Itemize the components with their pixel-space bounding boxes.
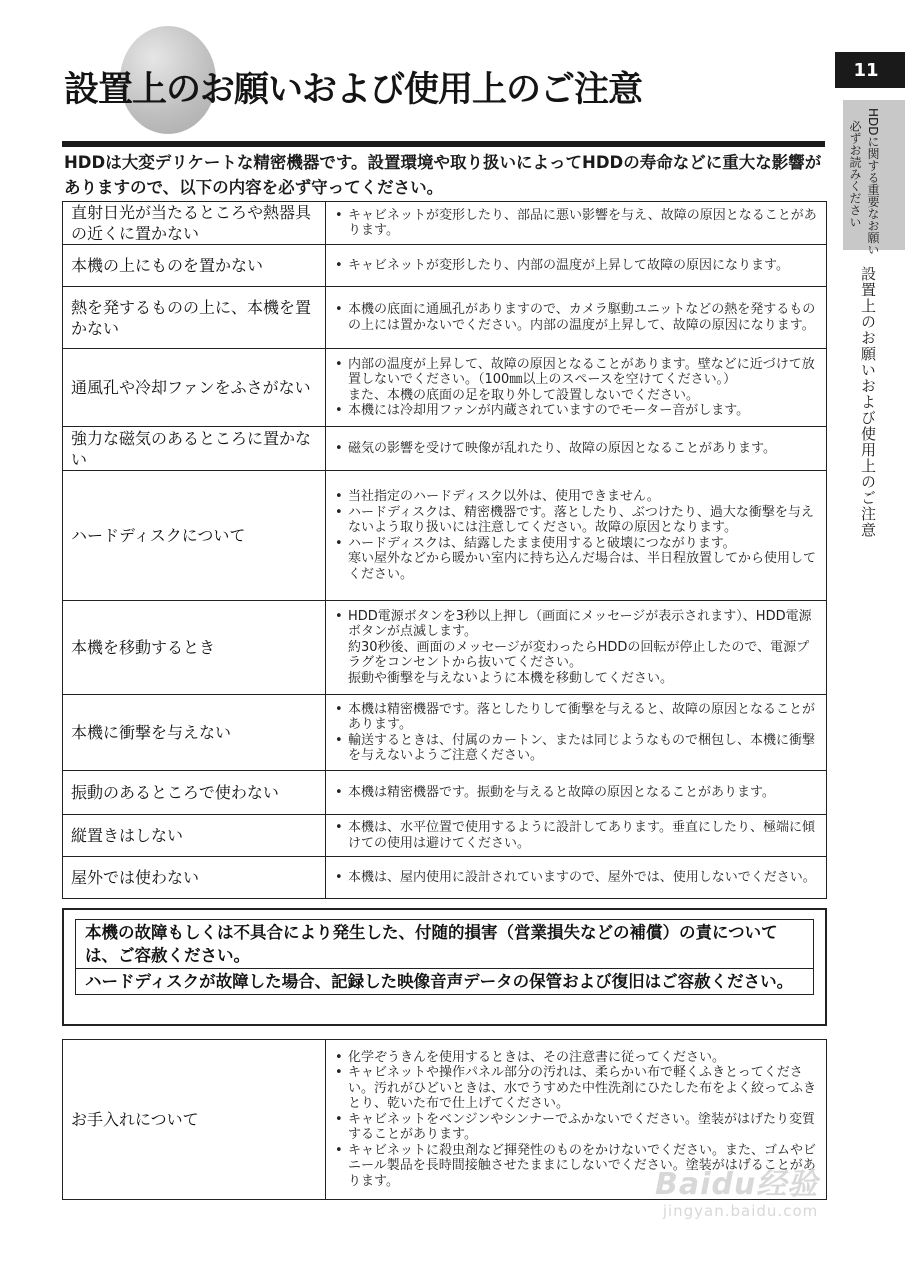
row-heading: 縦置きはしない bbox=[63, 815, 326, 857]
list-item-text: 振動や衝撃を与えないように本機を移動してください。 bbox=[348, 670, 674, 686]
title-rule bbox=[62, 141, 825, 147]
list-item: • 磁気の影響を受けて映像が乱れたり、故障の原因となることがあります。 bbox=[334, 441, 820, 457]
list-item-text: HDD電源ボタンを3秒以上押し（画面にメッセージが表示されます）、HDD電源ボタンが点滅します。 bbox=[348, 608, 812, 640]
row-heading: 強力な磁気のあるところに置かない bbox=[63, 427, 326, 471]
table-row bbox=[63, 349, 827, 427]
list-item-text: 寒い屋外などから暖かい室内に持ち込んだ場合は、半日程放置してから使用してください。 bbox=[348, 551, 817, 582]
row-heading: ハードディスクについて bbox=[63, 471, 326, 601]
table-row bbox=[63, 857, 827, 899]
row-heading: お手入れについて bbox=[63, 1040, 326, 1200]
row-heading: 本機を移動するとき bbox=[63, 601, 326, 695]
list-item: • ハードディスクは、精密機器です。落としたり、ぶつけたり、過大な衝撃を与えないよう取り扱いには注意してください。故障の原因となります。 bbox=[334, 505, 820, 536]
list-item: • 本機は、水平位置で使用するように設計してあります。垂直にしたり、極端に傾けての使用は避けてください。 bbox=[334, 820, 820, 851]
table-row bbox=[63, 287, 827, 349]
row-heading: 本機に衝撃を与えない bbox=[63, 695, 326, 771]
intro-text: HDDは大変デリケートな精密機器です。設置環境や取り扱いによってHDDの寿命などに重大な影響がありますので、以下の内容を必ず守ってください。 bbox=[64, 153, 822, 197]
table-row bbox=[63, 815, 827, 857]
list-item-text: また、本機の底面の足を取り外して設置しないでください。 bbox=[348, 387, 700, 403]
row-heading: 本機の上にものを置かない bbox=[63, 245, 326, 287]
row-heading: 直射日光が当たるところや熱器具の近くに置かない bbox=[63, 202, 326, 245]
list-item: • 本機には冷却用ファンが内蔵されていますのでモーター音がします。 bbox=[334, 403, 820, 419]
watermark-logo: Baidu经验 bbox=[655, 1167, 819, 1202]
list-item-text: ハードディスクは、結露したまま使用すると破壊につながります。 bbox=[348, 535, 736, 551]
page-number-tab: 11 bbox=[835, 52, 905, 88]
list-item: • 本機は精密機器です。振動を与えると故障の原因となることがあります。 bbox=[334, 785, 820, 801]
disclaimer-line: 本機の故障もしくは不具合により発生した、付随的損害（営業損失などの補償）の責については、ご容赦ください。 bbox=[75, 919, 814, 969]
watermark-url: jingyan.baidu.com bbox=[662, 1202, 819, 1220]
row-heading: 熱を発するものの上に、本機を置かない bbox=[63, 287, 326, 349]
section-tab-line1: HDDに関する重要なお願い bbox=[866, 108, 880, 256]
list-item: • 輸送するときは、付属のカートン、または同じようなもので梱包し、本機に衝撃を与えないようご注意ください。 bbox=[334, 733, 820, 764]
disclaimer-box bbox=[62, 908, 827, 1026]
disclaimer-line: ハードディスクが故障した場合、記録した映像音声データの保管および復旧はご容赦ください。 bbox=[75, 969, 814, 995]
table-row bbox=[63, 601, 827, 695]
list-item-text: 内部の温度が上昇して、故障の原因となることがあります。壁などに近づけて放置しないでください。（100㎜以上のスペースを空けてください。） bbox=[348, 356, 815, 387]
precautions-table bbox=[62, 201, 827, 899]
section-title-vertical: 設置上のお願いおよび使用上のご注意 bbox=[859, 266, 877, 538]
section-tab-line2: 必ずお読みください bbox=[848, 120, 862, 228]
watermark bbox=[655, 1168, 818, 1220]
list-item: • キャビネットが変形したり、部品に悪い影響を与え、故障の原因となることがあります。 bbox=[334, 208, 820, 239]
list-item bbox=[334, 536, 820, 583]
table-row bbox=[63, 202, 827, 245]
list-item: • 本機の底面に通風孔がありますので、カメラ駆動ユニットなどの熱を発するものの上には置かないでください。内部の温度が上昇して、故障の原因になります。 bbox=[334, 302, 820, 333]
table-row bbox=[63, 245, 827, 287]
table-row bbox=[63, 771, 827, 815]
table-row bbox=[63, 471, 827, 601]
row-heading: 振動のあるところで使わない bbox=[63, 771, 326, 815]
list-item: • キャビネットに殺虫剤など揮発性のものをかけないでください。また、ゴムやビニール製品を長時間接触させたままにしないでください。塗装がはげることがあります。 bbox=[334, 1143, 820, 1190]
table-row bbox=[63, 427, 827, 471]
list-item bbox=[334, 609, 820, 687]
list-item: • 本機は精密機器です。落としたりして衝撃を与えると、故障の原因となることがあります。 bbox=[334, 702, 820, 733]
table-row bbox=[63, 695, 827, 771]
row-heading: 通風孔や冷却ファンをふさがない bbox=[63, 349, 326, 427]
list-item: • 当社指定のハードディスク以外は、使用できません。 bbox=[334, 489, 820, 505]
list-item-text: 約30秒後、画面のメッセージが変わったらHDDの回転が停止したので、電源プラグをコンセントから抜いてください。 bbox=[348, 639, 810, 671]
page-title: 設置上のお願いおよび使用上のご注意 bbox=[64, 70, 643, 110]
list-item bbox=[334, 357, 820, 404]
list-item: • 化学ぞうきんを使用するときは、その注意書に従ってください。 bbox=[334, 1050, 820, 1066]
list-item: • キャビネットや操作パネル部分の汚れは、柔らかい布で軽くふきとってください。汚れがひどいときは、水でうすめた中性洗剤にひたした布をよく絞ってふきとり、乾いた布で仕上げてください。 bbox=[334, 1065, 820, 1112]
list-item: • 本機は、屋内使用に設計されていますので、屋外では、使用しないでください。 bbox=[334, 870, 820, 886]
row-heading: 屋外では使わない bbox=[63, 857, 326, 899]
list-item: • キャビネットをベンジンやシンナーでふかないでください。塗装がはげたり変質することがあります。 bbox=[334, 1112, 820, 1143]
list-item: • キャビネットが変形したり、内部の温度が上昇して故障の原因になります。 bbox=[334, 258, 820, 274]
